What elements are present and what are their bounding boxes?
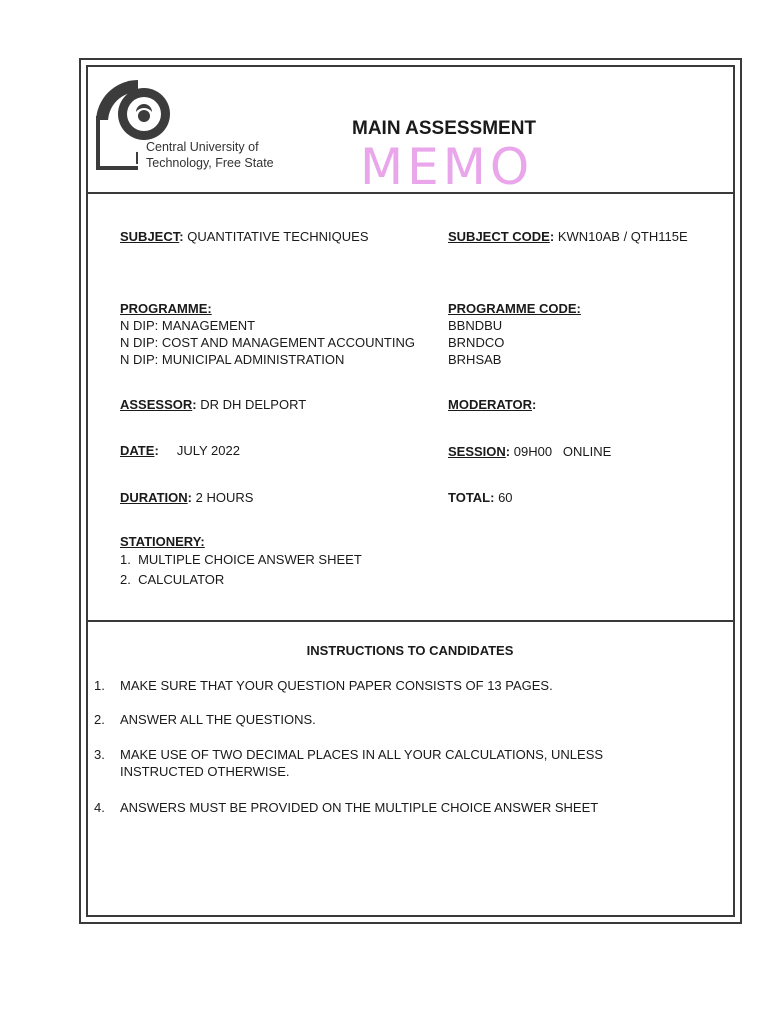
instruction-text: ANSWER ALL THE QUESTIONS. [120, 712, 316, 727]
subject-value: QUANTITATIVE TECHNIQUES [187, 229, 369, 244]
stationery-item-number: 2. [120, 572, 131, 587]
stationery-item [120, 571, 224, 588]
programme-item: N DIP: MUNICIPAL ADMINISTRATION [120, 352, 345, 367]
stationery-item-text: CALCULATOR [138, 572, 225, 587]
institution-name-line1: Central University of [146, 140, 259, 154]
programme-label: PROGRAMME: [120, 301, 212, 316]
institution-name-line2: Technology, Free State [146, 156, 274, 170]
session-row: SESSION: 09H00 ONLINE [448, 444, 612, 459]
date-value: JULY 2022 [176, 443, 240, 458]
instruction-text: ANSWERS MUST BE PROVIDED ON THE MULTIPLE CHOICE ANSWER SHEET [120, 800, 599, 815]
moderator-row: MODERATOR: [448, 397, 537, 412]
stationery-item-text: MULTIPLE CHOICE ANSWER SHEET [138, 552, 362, 567]
instructions-divider [86, 620, 735, 622]
instruction-number: 3. [94, 747, 105, 762]
subject-row: SUBJECT: QUANTITATIVE TECHNIQUES [120, 229, 369, 244]
programme-code-label: PROGRAMME CODE: [448, 301, 581, 316]
subject-code-value: KWN10AB / QTH115E [557, 229, 688, 244]
subject-code-label: SUBJECT CODE [448, 229, 550, 244]
stationery-item [120, 551, 362, 568]
subject-label: SUBJECT [120, 229, 180, 244]
memo-stamp: MEMO [360, 138, 534, 196]
duration-value: 2 HOURS [195, 490, 254, 505]
total-row [448, 489, 513, 506]
programme-item: N DIP: COST AND MANAGEMENT ACCOUNTING [120, 335, 415, 350]
date-label: DATE [120, 443, 155, 458]
assessor-label: ASSESSOR [120, 397, 193, 412]
stationery-item-number: 1. [120, 552, 131, 567]
duration-row: DURATION: 2 HOURS [120, 490, 254, 505]
assessor-value: DR DH DELPORT [200, 397, 307, 412]
moderator-label: MODERATOR [448, 397, 533, 412]
instruction-number: 4. [94, 800, 105, 815]
date-row: DATE: JULY 2022 [120, 443, 240, 458]
instruction-text: MAKE SURE THAT YOUR QUESTION PAPER CONSISTS OF 13 PAGES. [120, 678, 553, 693]
programme-code-item: BRNDCO [448, 335, 505, 350]
programme-code-item: BBNDBU [448, 318, 503, 333]
instruction-text: MAKE USE OF TWO DECIMAL PLACES IN ALL YOUR CALCULATIONS, UNLESS INSTRUCTED OTHERWISE. [120, 747, 604, 779]
total-label: TOTAL: [448, 490, 495, 505]
programme-code-item: BRHSAB [448, 352, 502, 367]
page-title: MAIN ASSESSMENT [352, 118, 537, 139]
subject-code-row: SUBJECT CODE: KWN10AB / QTH115E [448, 229, 688, 244]
duration-label: DURATION [120, 490, 188, 505]
instruction-number: 2. [94, 712, 105, 727]
stationery-label: STATIONERY: [120, 534, 205, 549]
instruction-number: 1. [94, 678, 105, 693]
assessor-row: ASSESSOR: DR DH DELPORT [120, 397, 307, 412]
instructions-heading: INSTRUCTIONS TO CANDIDATES [306, 643, 514, 658]
total-value: 60 [498, 490, 513, 505]
programme-item: N DIP: MANAGEMENT [120, 318, 256, 333]
session-value: 09H00 ONLINE [513, 444, 612, 459]
session-label: SESSION [448, 444, 506, 459]
